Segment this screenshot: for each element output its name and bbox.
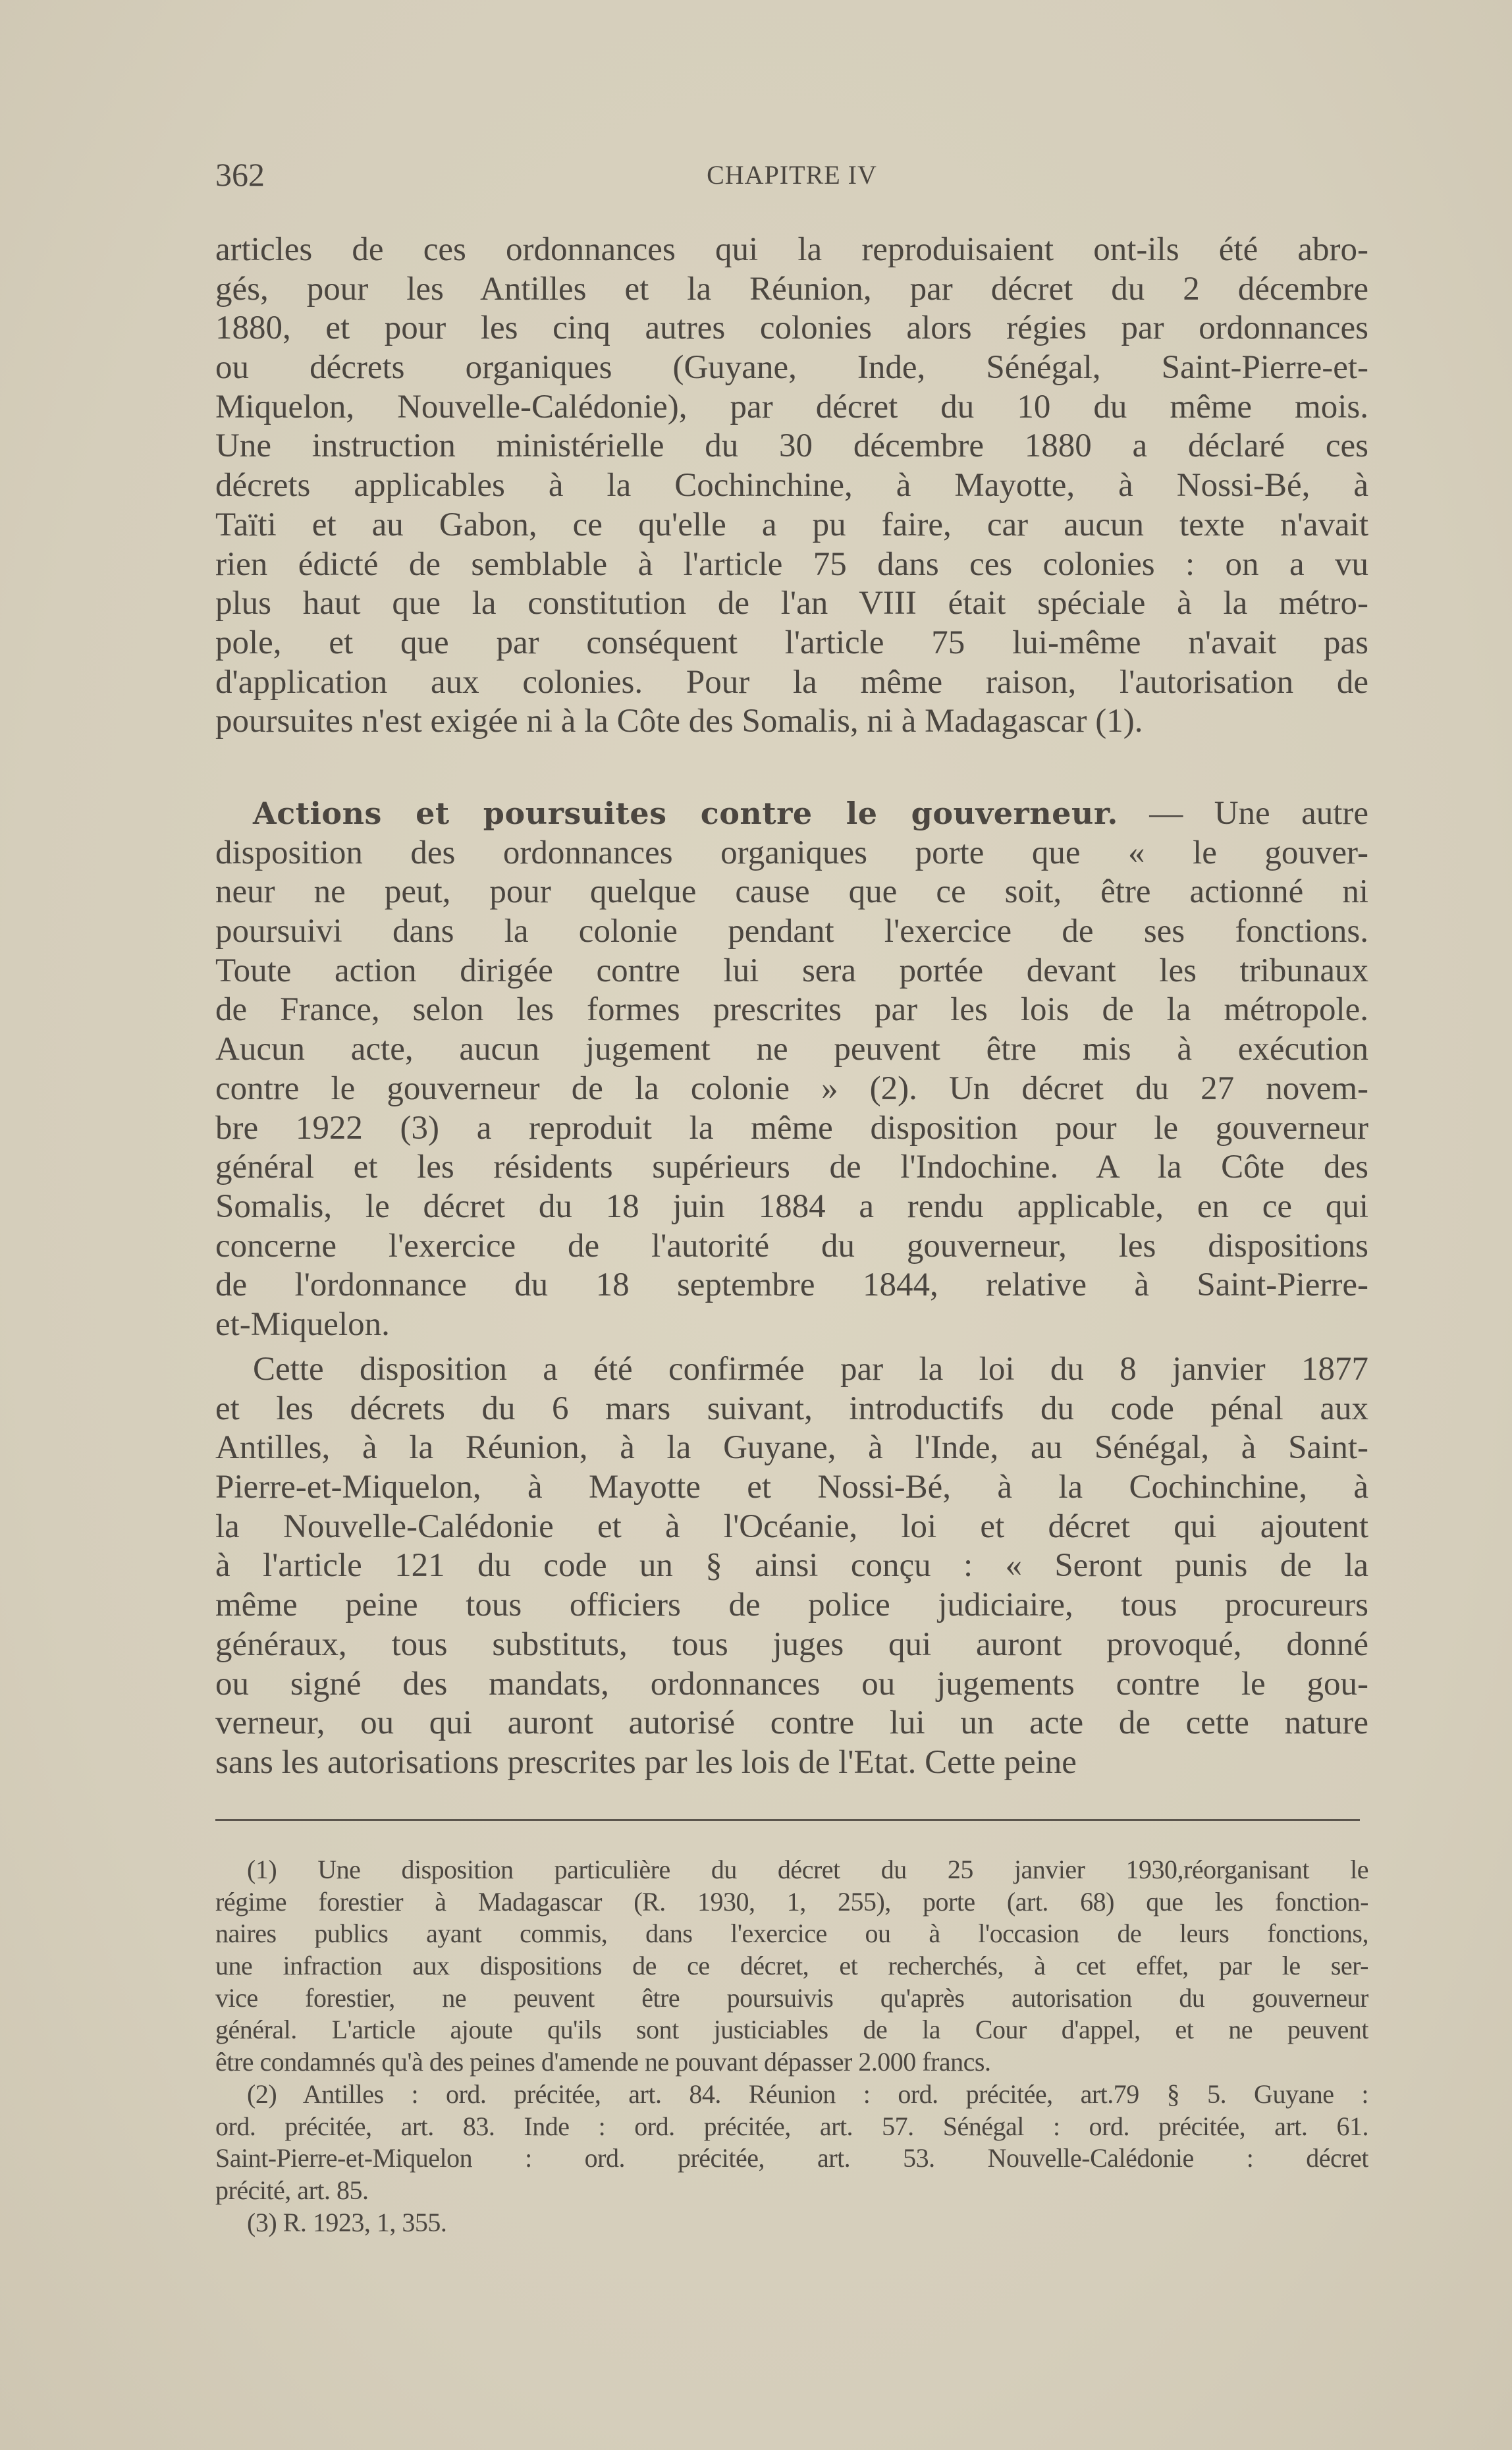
paragraph-continuation <box>215 231 1368 742</box>
text-line: Une instruction ministérielle du 30 décembre 1880 a déclaré ces <box>215 427 1368 465</box>
text-line: pole, et que par conséquent l'article 75 lui-même n'avait pas <box>215 624 1368 661</box>
section-heading: Actions et poursuites contre le gouverneur. <box>253 796 1118 831</box>
text-line: Antilles, à la Réunion, à la Guyane, à l'Inde, au Sénégal, à Saint- <box>215 1429 1368 1467</box>
text-line: de France, selon les formes prescrites par les lois de la métropole. <box>215 991 1368 1029</box>
footnote-line: (1) Une disposition particulière du décret du 25 janvier 1930,réorganisant le <box>247 1855 1368 1884</box>
running-title: CHAPITRE IV <box>707 160 877 190</box>
text-line: poursuivi dans la colonie pendant l'exercice de ses fonctions. <box>215 913 1368 950</box>
footnote-line: régime forestier à Madagascar (R. 1930, 1, 255), porte (art. 68) que les fonction- <box>215 1886 1368 1917</box>
text-line: verneur, ou qui auront autorisé contre lui un acte de cette nature <box>215 1704 1368 1742</box>
text-line: Taïti et au Gabon, ce qu'elle a pu faire, car aucun texte n'avait <box>215 506 1368 543</box>
footnote-line: (3) R. 1923, 1, 355. <box>247 2207 447 2237</box>
text-line: bre 1922 (3) a reproduit la même disposition pour le gouverneur <box>215 1109 1368 1147</box>
text-line: rien édicté de semblable à l'article 75 dans ces colonies : on a vu <box>215 545 1368 583</box>
footnote-line: général. L'article ajoute qu'ils sont justiciables de la Cour d'appel, et ne peuvent <box>215 2015 1368 2045</box>
text-line: et-Miquelon. <box>215 1305 390 1343</box>
text-line: à l'article 121 du code un § ainsi conçu : « Seront punis de la <box>215 1547 1368 1585</box>
paragraph-actions-poursuites <box>215 794 1368 1345</box>
footnote-line: (2) Antilles : ord. précitée, art. 84. Réunion : ord. précitée, art.79 § 5. Guyane : <box>247 2079 1368 2109</box>
text-line: Pierre-et-Miquelon, à Mayotte et Nossi-Bé, à la Cochinchine, à <box>215 1469 1368 1506</box>
text-line: contre le gouverneur de la colonie » (2). Un décret du 27 novem- <box>215 1070 1368 1107</box>
footnote-line: ord. précitée, art. 83. Inde : ord. précitée, art. 57. Sénégal : ord. précitée, art. 61. <box>215 2111 1368 2141</box>
text-line: et les décrets du 6 mars suivant, introductifs du code pénal aux <box>215 1390 1368 1427</box>
text-line: ou signé des mandats, ordonnances ou jugements contre le gou- <box>215 1665 1368 1702</box>
footnote-divider <box>215 1819 1360 1821</box>
text-line: articles de ces ordonnances qui la reproduisaient ont-ils été abro- <box>215 231 1368 268</box>
text-line <box>215 794 1368 834</box>
text-line: Miquelon, Nouvelle-Calédonie), par décret du 10 du même mois. <box>215 388 1368 425</box>
text-line: neur ne peut, pour quelque cause que ce soit, être actionné ni <box>215 873 1368 911</box>
text-line: la Nouvelle-Calédonie et à l'Océanie, loi et décret qui ajoutent <box>215 1508 1368 1545</box>
footnote-line: être condamnés qu'à des peines d'amende ne pouvant dépasser 2.000 francs. <box>215 2047 991 2077</box>
text-line: de l'ordonnance du 18 septembre 1844, relative à Saint-Pierre- <box>215 1266 1368 1304</box>
text-line: sans les autorisations prescrites par les lois de l'Etat. Cette peine <box>215 1743 1077 1781</box>
paragraph-confirmation <box>215 1350 1368 1783</box>
footnote-line: naires publics ayant commis, dans l'exercice ou à l'occasion de leurs fonctions, <box>215 1919 1368 1949</box>
text-line: décrets applicables à la Cochinchine, à Mayotte, à Nossi-Bé, à <box>215 467 1368 504</box>
text-line: gés, pour les Antilles et la Réunion, par décret du 2 décembre <box>215 270 1368 308</box>
footnote-line: vice forestier, ne peuvent être poursuivis qu'après autorisation du gouverneur <box>215 1982 1368 2013</box>
text-line: général et les résidents supérieurs de l'Indochine. A la Côte des <box>215 1149 1368 1186</box>
text-line: poursuites n'est exigée ni à la Côte des Somalis, ni à Madagascar (1). <box>215 703 1143 740</box>
text-line: généraux, tous substituts, tous juges qui auront provoqué, donné <box>215 1625 1368 1663</box>
page-header <box>215 155 1368 198</box>
text-line: concerne l'exercice de l'autorité du gouverneur, les dispositions <box>215 1227 1368 1265</box>
text-line: 1880, et pour les cinq autres colonies alors régies par ordonnances <box>215 310 1368 347</box>
footnotes <box>215 1854 1368 2239</box>
text-line: Aucun acte, aucun jugement ne peuvent être mis à exécution <box>215 1031 1368 1068</box>
page-number: 362 <box>215 156 265 193</box>
text-line: Toute action dirigée contre lui sera portée devant les tribunaux <box>215 952 1368 989</box>
text-line: d'application aux colonies. Pour la même raison, l'autorisation de <box>215 663 1368 701</box>
footnote-line: Saint-Pierre-et-Miquelon : ord. précitée, art. 53. Nouvelle-Calédonie : décret <box>215 2143 1368 2173</box>
footnote-line: une infraction aux dispositions de ce décret, et recherchés, à cet effet, par le ser- <box>215 1951 1368 1981</box>
text-line: même peine tous officiers de police judiciaire, tous procureurs <box>215 1587 1368 1624</box>
heading-continuation: — Une autre <box>1118 795 1368 832</box>
text-line: Cette disposition a été confirmée par la loi du 8 janvier 1877 <box>253 1351 1368 1388</box>
footnote-line: précité, art. 85. <box>215 2175 369 2205</box>
text-line: disposition des ordonnances organiques porte que « le gouver- <box>215 834 1368 871</box>
text-line: ou décrets organiques (Guyane, Inde, Sénégal, Saint-Pierre-et- <box>215 349 1368 387</box>
text-line: Somalis, le décret du 18 juin 1884 a rendu applicable, en ce qui <box>215 1187 1368 1225</box>
text-line: plus haut que la constitution de l'an VIII était spéciale à la métro- <box>215 585 1368 622</box>
